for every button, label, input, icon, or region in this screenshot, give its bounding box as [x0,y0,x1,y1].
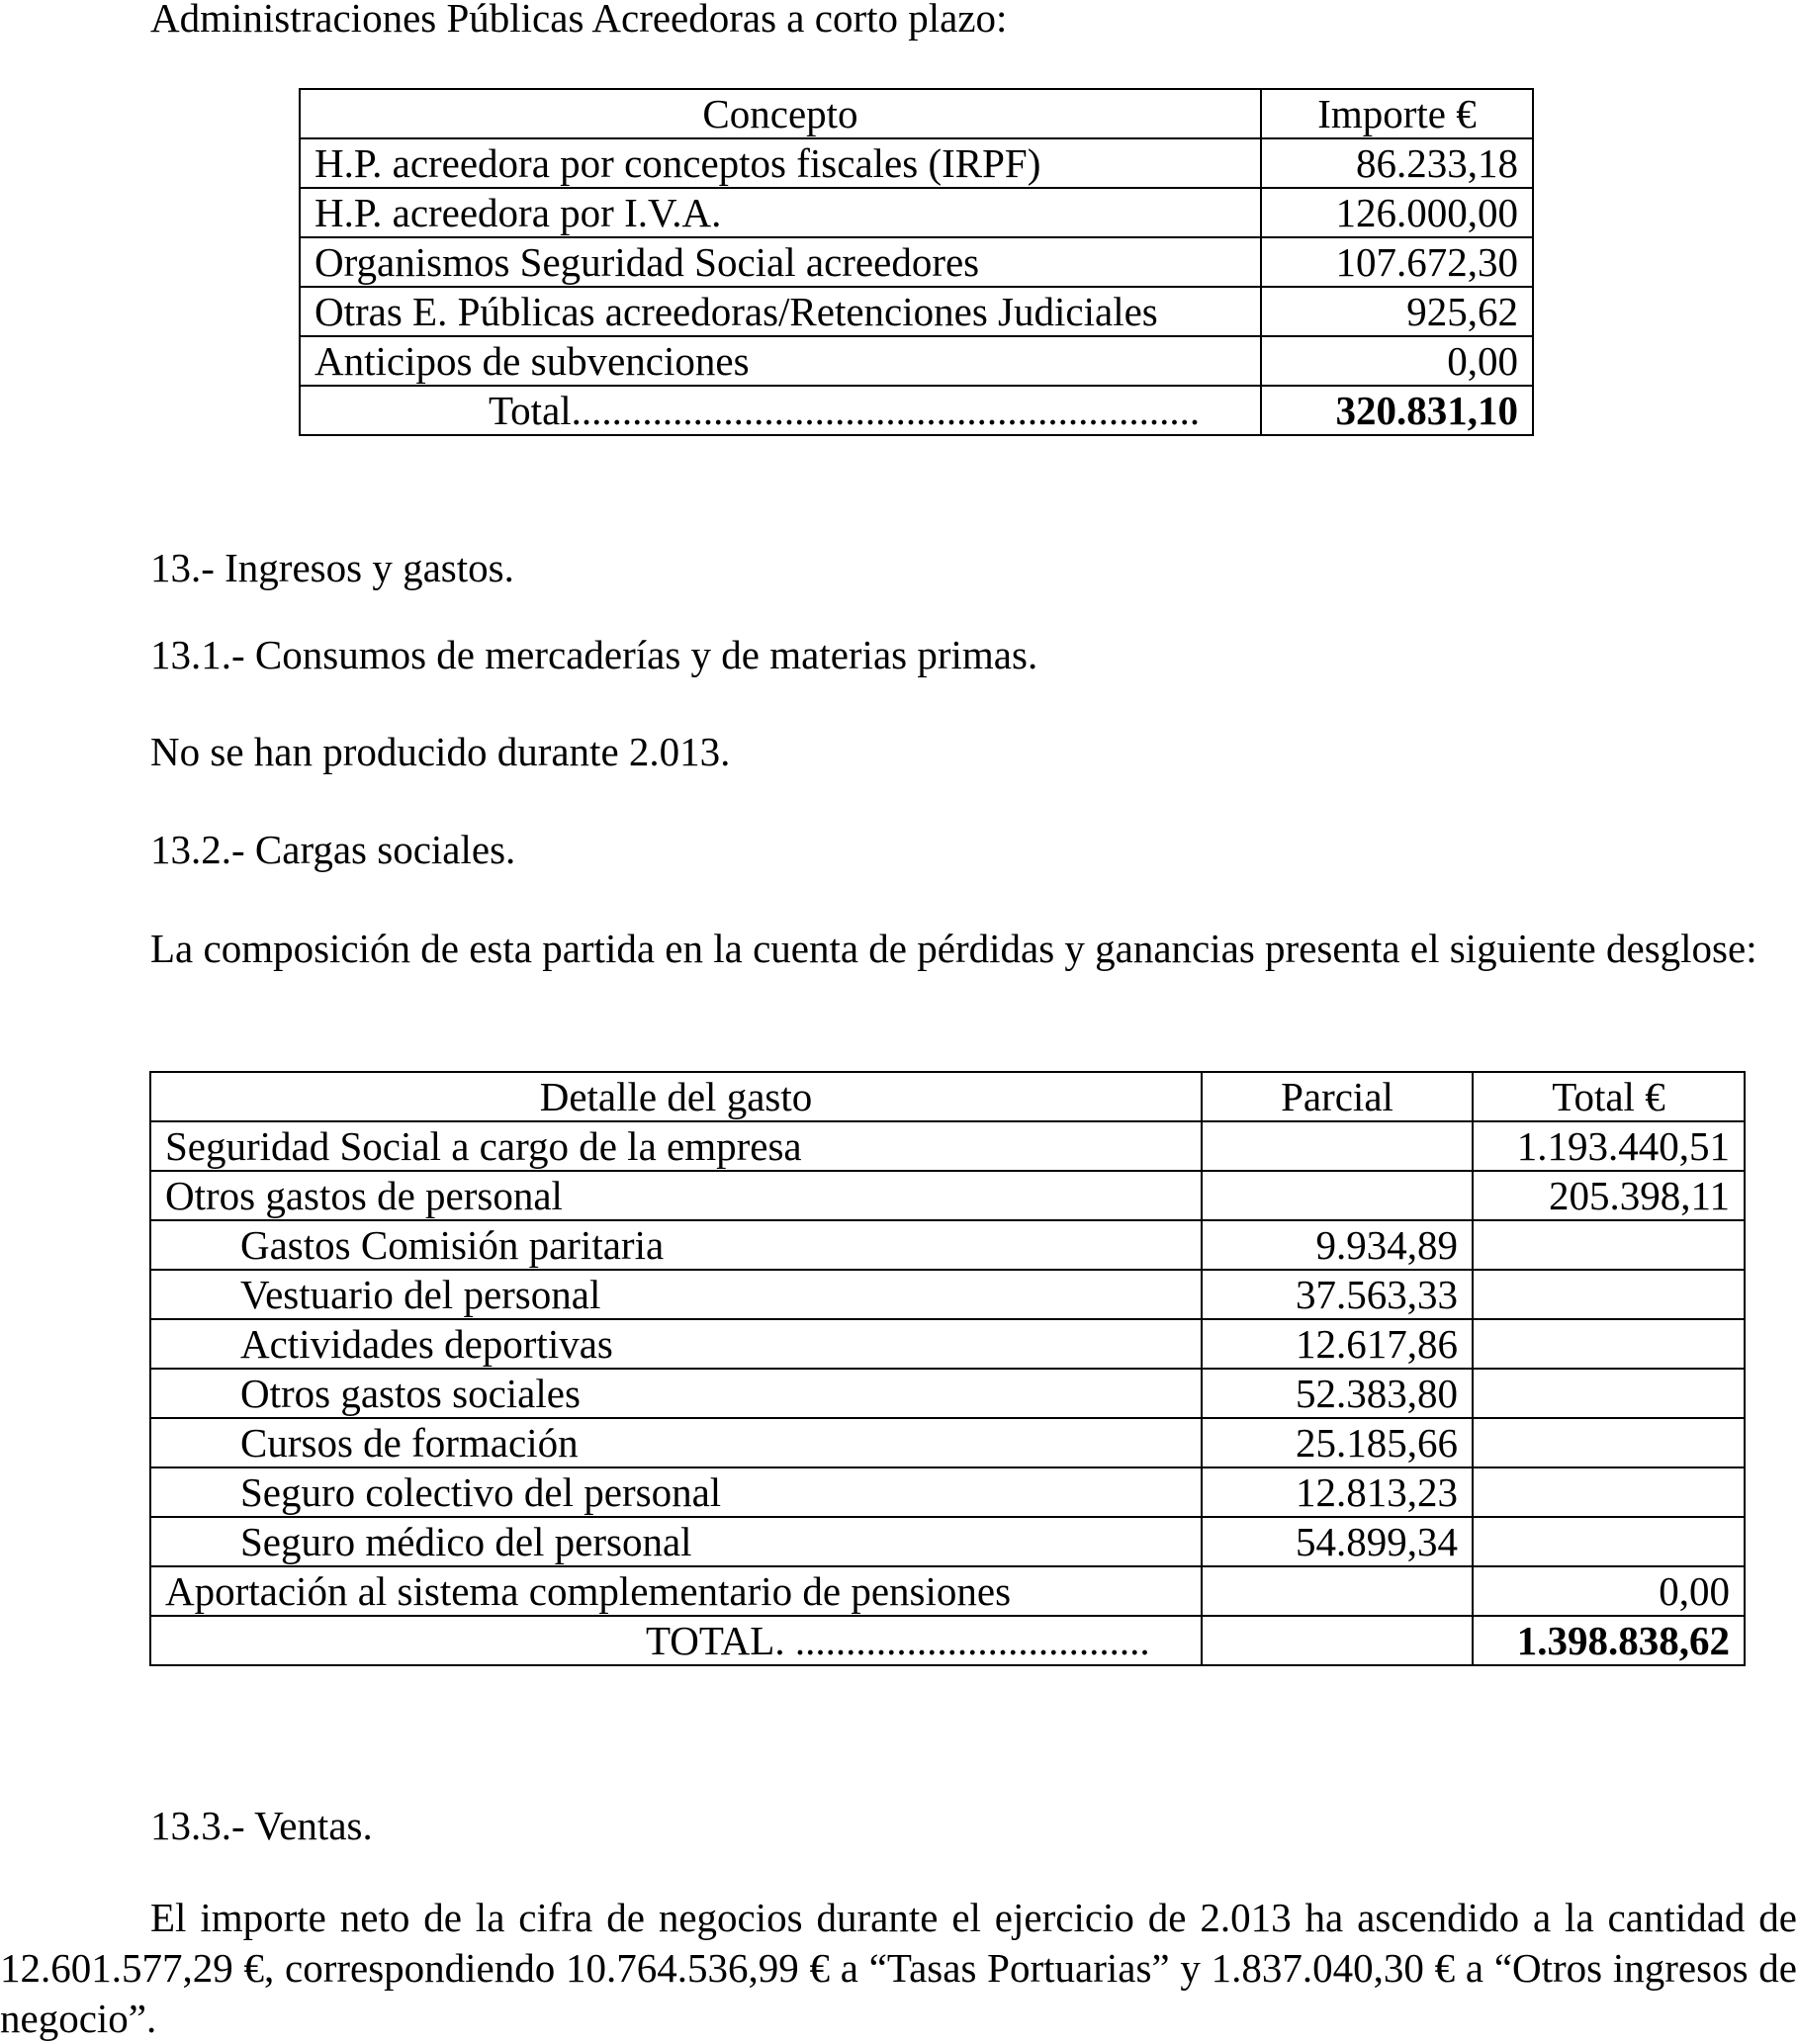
total-cell [1473,1517,1745,1566]
header-importe: Importe € [1261,89,1533,138]
parcial-cell: 12.617,86 [1202,1319,1473,1369]
table-row [300,138,1533,188]
section-13-2-text: La composición de esta partida en la cuenta de pérdidas y ganancias presenta el siguiente desglose: [150,926,1757,971]
total-cell [1473,1270,1745,1319]
concepto-cell: Otras E. Públicas acreedoras/Retenciones Judiciales [300,287,1261,336]
cargas-sociales-table [149,1071,1746,1666]
total-label: TOTAL. ................................... [150,1616,1202,1665]
total-label: Total.............................................................. [300,386,1261,435]
importe-cell: 0,00 [1261,336,1533,386]
intro-text: Administraciones Públicas Acreedoras a corto plazo: [150,0,1008,41]
table-row [150,1220,1745,1270]
detalle-cell: Otros gastos sociales [150,1369,1202,1418]
total-cell [1473,1467,1745,1517]
parcial-cell: 12.813,23 [1202,1467,1473,1517]
table-row [300,237,1533,287]
table-row [150,1270,1745,1319]
table-row [150,1319,1745,1369]
header-detalle: Detalle del gasto [150,1072,1202,1121]
importe-cell: 126.000,00 [1261,188,1533,237]
concepto-cell: H.P. acreedora por I.V.A. [300,188,1261,237]
parcial-cell: 37.563,33 [1202,1270,1473,1319]
table-row [150,1517,1745,1566]
total-cell [1473,1319,1745,1369]
header-total: Total € [1473,1072,1745,1121]
concepto-cell: H.P. acreedora por conceptos fiscales (IRPF) [300,138,1261,188]
table-row [150,1418,1745,1467]
total-cell [1473,1418,1745,1467]
parcial-cell: 9.934,89 [1202,1220,1473,1270]
detalle-cell: Actividades deportivas [150,1319,1202,1369]
header-concepto: Concepto [300,89,1261,138]
table-row [150,1171,1745,1220]
acreedoras-table [299,88,1534,436]
concepto-cell: Anticipos de subvenciones [300,336,1261,386]
importe-cell: 86.233,18 [1261,138,1533,188]
concepto-cell: Organismos Seguridad Social acreedores [300,237,1261,287]
table-row [300,336,1533,386]
total-cell: 205.398,11 [1473,1171,1745,1220]
total-value: 320.831,10 [1261,386,1533,435]
detalle-cell: Seguro colectivo del personal [150,1467,1202,1517]
total-row [150,1616,1745,1665]
total-parcial-cell [1202,1616,1473,1665]
total-row [300,386,1533,435]
detalle-cell: Seguridad Social a cargo de la empresa [150,1121,1202,1171]
detalle-cell: Vestuario del personal [150,1270,1202,1319]
detalle-cell: Aportación al sistema complementario de pensiones [150,1566,1202,1616]
parcial-cell: 54.899,34 [1202,1517,1473,1566]
parcial-cell [1202,1171,1473,1220]
table-row [150,1566,1745,1616]
detalle-cell: Seguro médico del personal [150,1517,1202,1566]
section-13-heading: 13.- Ingresos y gastos. [150,545,514,590]
detalle-cell: Gastos Comisión paritaria [150,1220,1202,1270]
section-13-3-text: El importe neto de la cifra de negocios durante el ejercicio de 2.013 ha ascendido a la cantidad de 12.601.577,29 €, correspondiendo 10.764.536,99 € a “Tasas Portuarias” y 1.837.040,30 € a “Otros ingresos de negocio”. [0,1895,1797,2041]
total-cell: 1.193.440,51 [1473,1121,1745,1171]
importe-cell: 107.672,30 [1261,237,1533,287]
detalle-cell: Cursos de formación [150,1418,1202,1467]
table-row [150,1369,1745,1418]
total-value: 1.398.838,62 [1473,1616,1745,1665]
table-header-row [150,1072,1745,1121]
table-row [150,1121,1745,1171]
header-parcial: Parcial [1202,1072,1473,1121]
table-row [150,1467,1745,1517]
section-13-3-heading: 13.3.- Ventas. [150,1803,373,1848]
parcial-cell: 52.383,80 [1202,1369,1473,1418]
section-13-1-heading: 13.1.- Consumos de mercaderías y de materias primas. [150,632,1038,677]
section-13-2-heading: 13.2.- Cargas sociales. [150,827,516,872]
total-cell [1473,1220,1745,1270]
section-13-1-text: No se han producido durante 2.013. [150,729,731,774]
table-header-row [300,89,1533,138]
parcial-cell [1202,1566,1473,1616]
table-row [300,188,1533,237]
importe-cell: 925,62 [1261,287,1533,336]
total-cell: 0,00 [1473,1566,1745,1616]
parcial-cell: 25.185,66 [1202,1418,1473,1467]
parcial-cell [1202,1121,1473,1171]
total-cell [1473,1369,1745,1418]
table-row [300,287,1533,336]
detalle-cell: Otros gastos de personal [150,1171,1202,1220]
